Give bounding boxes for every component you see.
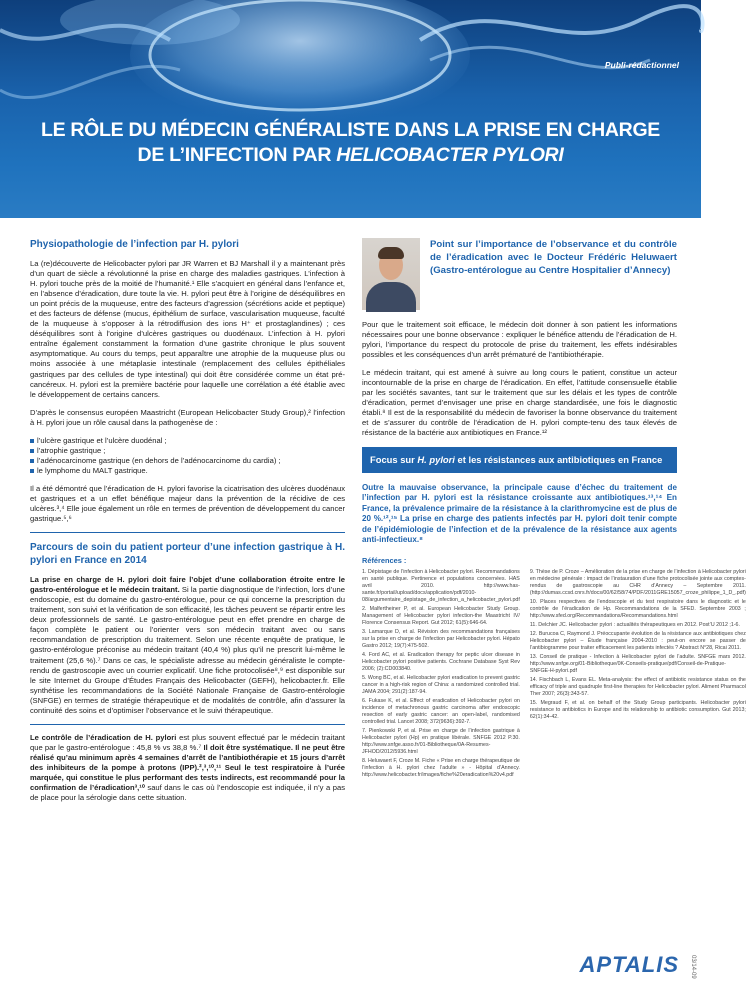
hero-banner	[0, 0, 701, 218]
reference-item: 4. Ford AC, et al. Eradication therapy for peptic ulcer disease in Helicobacter pylori positive patients. Cochrane Database Syst Rev 2006; (2):CD003840.	[362, 652, 520, 673]
references-left	[362, 569, 520, 781]
list-item: le lymphome du MALT gastrique.	[30, 466, 345, 476]
list-item: l’ulcère gastrique et l’ulcère duodénal ;	[30, 436, 345, 446]
document-code: 03/14-09	[690, 955, 696, 979]
reference-item: 10. Places respectives de l’endoscopie et du test respiratoire dans le diagnostic et le contrôle de l’éradication de Hp. Recommandations de la SFED. Septembre 2003 ; http://www.sfed.org/Recommandations/Recommandations.html	[529, 599, 746, 620]
page-title	[0, 118, 701, 168]
reference-item: 15. Megraud F, et al. on behalf of the Study Group participants. Helicobacter pylori resistance to antibiotics in Europe and its relationship to antibiotic consumption. Gut 2013; 62(1):34-42.	[529, 700, 746, 721]
aptalis-logo: APTALIS	[579, 952, 679, 977]
reference-item: 5. Wong BC, et al. Helicobacter pylori eradication to prevent gastric cancer in a high-risk region of China: a randomized controlled trial. JAMA 2004; 291(2):187-94.	[362, 675, 520, 696]
interview-title: Point sur l’importance de l’observance et du contrôle de l’éradication avec le Docteur Frédéric Heluwaert (Gastro-entérologue au Centre Hospitalier d’Annecy)	[430, 239, 677, 276]
left-column	[30, 238, 345, 811]
reference-item: 6. Fukase K, et al. Effect of eradication of Helicobacter pylori on incidence of metachronous gastric carcinoma after endoscopic resection of early gastric cancer: an open-label, randomised controlled trial. Lancet 2008; 372(9636):392-7.	[362, 698, 520, 726]
pathology-list	[30, 436, 345, 476]
interview-header	[362, 238, 677, 310]
publi-label: Publi-rédactionnel	[604, 60, 679, 70]
reference-item: 13. Conseil de pratique - Infection à Helicobacter pylori de l’adulte. SNFGE mars 2012. http://www.snfge.org/01-Bibliotheque/0K-Conseils-pratique/pdf/Conseil-de-Pratique-SNFGE-H-pylori.pdf	[529, 654, 746, 675]
references-right	[530, 569, 746, 781]
doctor-photo	[362, 238, 420, 310]
title-line-1: LE RÔLE DU MÉDECIN GÉNÉRALISTE DANS LA PRISE EN CHARGE	[40, 119, 661, 141]
paragraph: Pour que le traitement soit efficace, le médecin doit donner à son patient les informations nécessaires pour une bonne observance : expliquer le bénéfice attendu de l’éradication de H. pylori, l’importance du respect du protocole de prise du traitement, les effets indésirables possibles et les conséquences d’un arrêt prématuré de l’antibiothérapie.	[362, 320, 677, 360]
divider	[30, 532, 345, 533]
reference-item: 9. Thèse de P. Croze – Amélioration de la prise en charge de l’infection à Helicobacter pylori en médecine générale : impact de l’instauration d’une fiche protocolisée jointe aux comptes-rendus de gastroscopie au CHR d’Annecy – Septembre 2011. (http://dumas.ccsd.cnrs.fr/docs/00/62/58/74/PDF/2011GRE15057_croze_philippe_1_D_.pdf)	[529, 569, 746, 597]
paragraph: Il a été démontré que l’éradication de H. pylori favorise la cicatrisation des ulcères duodénaux et gastriques et a un effet bénéfique majeur dans la prévention de la récidive de ces ulcères.³,⁴ Elle joue également un rôle en termes de prévention de développement du cancer gastrique.⁵,⁶	[30, 483, 345, 524]
paragraph: Le contrôle de l’éradication de H. pylori est plus souvent effectué par le médecin traitant que par le gastro-entérologue : 45,8 % vs 38,8 %.⁷ Il doit être systématique. Il ne peut être réalisé qu’au minimum après 4 semaines d’arrêt de l’antibiothérapie et 15 jours d’arrêt des inhibiteurs de la pompe à protons (IPP).²,³,¹⁰,¹¹ Seul le test respiratoire à l’urée marquée, qui constitue le plus performant des tests indirects, est recommandé pour la confirmation de l’éradication³,¹⁰ sauf dans le cas où l’endoscopie est indiquée, il n’y a pas de place pour la sérologie dans cette situation.	[30, 732, 346, 803]
paragraph: La (re)découverte de Helicobacter pylori par JR Warren et BJ Marshall il y a maintenant près d’un quart de siècle a révolutionné la prise en charge des maladies gastriques. L’infection à H. pylori touche près de la moitié de l’humanité.¹ Elle s’acquiert en général dans l’enfance et, en l’absence d’éradication, dure toute la vie. H. pylori peut être à l’origine de déséquilibres en un point précis de la muqueuse, entre des facteurs d’agression (sécrétions acide et peptique) et des facteurs de défense (mucus, épithélium de surface, vascularisation muqueuse, faculté de la muqueuse à s’opposer à la rétrodiffusion des ions H⁺ et prostaglandines) ; ces déséquilibres sont à l’origine d’ulcères gastriques ou duodénaux. L’infection à H. pylori entraîne également constamment la formation d’une gastrite chronique le plus souvent asymptomatique. Au cours du temps, peut apparaître une atrophie de la muqueuse plus ou moins associée à une métaplasie intestinale (remplacement des cellules épithéliales gastriques par des cellules de type intestinal) qui doit être considérée comme un état pré-cancéreux. H. pylori est la première bactérie pour laquelle une corrélation a été établie avec le développement de certains cancers.	[30, 259, 345, 399]
reference-item: 11. Delchier JC. Helicobacter pylori : actualités thérapeutiques en 2012. Post’U 2012 ;1-6.	[529, 622, 740, 629]
focus-lead: Outre la mauvaise observance, la principale cause d’échec du traitement de l’infection par H. pylori est la résistance croissante aux antibiotiques.¹³,¹⁴ En France, la prévalence primaire de la résistance à la clarithromycine est de plus de 20 %.¹²,¹⁵ La prise en charge des patients infectés par H. pylori doit tenir compte de l’épidémiologie de l’infection et de la prévalence de la résistance aux agents anti-infectieux.⁸	[362, 482, 677, 545]
reference-item: 2. Malfertheiner P, et al. European Helicobacter Study Group. Management of Helicobacter pylori infection-the Maastricht IV/ Florence Consensus Report. Gut 2012; 61(5):646-64.	[362, 606, 520, 627]
reference-item: 14. Fischbach L, Evans EL. Meta-analysis: the effect of antibiotic resistance status on the efficacy of triple and quadruple first-line therapies for Helicobacter pylori. Aliment Pharmacol Ther 2007; 26(3):343-57.	[529, 677, 746, 698]
title-line-2: DE L’INFECTION PAR HELICOBACTER PYLORI	[137, 144, 564, 166]
right-column	[362, 238, 746, 781]
reference-item: 12. Burucoa C, Raymond J. Préoccupante évolution de la résistance aux antibiotiques chez Helicobacter pylori – Étude française 2004-2010 : peut-on encore se passer de l’antibiogramme pour traiter efficacement les patients infectés ? Abstract N°28, Ricai 2011.	[529, 631, 746, 652]
paragraph: Le médecin traitant, qui est amené à suivre au long cours le patient, constitue un acteur incontournable de la prise en charge de l’éradication. En effet, l’attitude consensuelle établie par les sociétés savantes, tant sur le traitement que sur les délais et les types de contrôle d’éradication, permet d’envisager une prise en charge standardisée, une fois le diagnostic établi.⁸ Il est de la responsabilité du médecin de favoriser la bonne observance du traitement et de s’assurer du contrôle de l’éradication de H. pylori compte-tenu des taux élevés de résistance de la bactérie aux antibiotiques en France.¹²	[362, 368, 677, 438]
section-care-pathway-title: Parcours de soin du patient porteur d’une infection gastrique à H. pylori en France en 2014	[30, 542, 345, 567]
section-physiopathology-title: Physiopathologie de l’infection par H. pylori	[30, 239, 239, 250]
bacteria-illustration	[0, 0, 701, 218]
references	[362, 569, 746, 781]
paragraph: La prise en charge de H. pylori doit faire l’objet d’une collaboration étroite entre le gastro-entérologue et le médecin traitant. Si la partie diagnostique de l’infection, lors d’une endoscopie, est du domaine du gastro-entérologue, pour ce qui concerne la prescription du traitement, son suivi et la vérification de son efficacité, les tâches peuvent se répartir entre les deux professionnels de santé. Le gastro-entérologue peut en effet prendre en charge de façon complète le patient ou l’orienter vers son médecin traitant avec ou sans recommandation de prescription du traitement. Selon une récente enquête de pratique, le gastro-entérologue préconise au médecin traitant (40,4 %) plus qu’il ne prescrit lui-même le traitement (25,6 %).⁷ Dans ce cas, le spécialiste adresse au médecin généraliste le compte-rendu de gastroscopie avec un courrier explicatif. Une fiche protocolisée⁸,⁹ est disponible sur le site Internet du Groupe d’Études Français des Helicobacter (GEFH), helicobacter.fr. Elle synthétise les recommandations de la Société Nationale Française de Gastro-entérologie (SNFGE) en termes de stratégie thérapeutique et de modalités de contrôle, afin d’assurer la continuité des soins et d’optimiser l’observance et le suivi thérapeutique.	[30, 575, 345, 715]
references-title: Références :	[362, 556, 407, 566]
list-item: l’adénocarcinome gastrique (en dehors de l’adénocarcinome du cardia) ;	[30, 456, 345, 466]
list-item: l’atrophie gastrique ;	[30, 446, 345, 456]
reference-item: 8. Heluwaert F, Croze M. Fiche « Prise en charge thérapeutique de l’infection à H. pylori chez l’adulte » - Hôpital d’Annecy. http://www.helicobacter.fr/images/fiche%20eradication%20v4.pdf	[362, 758, 520, 779]
focus-box-title: Focus sur H. pylori et les résistances aux antibiotiques en France	[362, 447, 677, 473]
reference-item: 1. Dépistage de l’infection à Helicobacter pylori. Recommandations en santé publique. Pertinence et populations concernées. HAS avril 2010. http://www.has-sante.fr/portail/upload/docs/application/pdf/2010-08/argumentaire_depistage_de_infection_a_helicobacter_pylori.pdf	[362, 569, 520, 604]
reference-item: 3. Lamarque D, et al. Révision des recommandations françaises sur la prise en charge de l’infection par Helicobacter pylori. Hépato Gastro 2012; 19(7):475-502.	[362, 629, 520, 650]
reference-item: 7. Pienkowski P, et al. Prise en charge de l’infection gastrique à Helicobacter pylori (Hp) en pratique libérale. SNFGE 2012 P.30. http://www.snfge.asso.fr/01-Bibliotheque/0A-Resumes-JFHOD/2012/5936.html	[362, 728, 520, 756]
divider	[30, 724, 345, 725]
paragraph: D’après le consensus européen Maastricht (European Helicobacter Study Group),² l’infection à H. pylori joue un rôle causal dans la pathogenèse de :	[30, 407, 345, 427]
